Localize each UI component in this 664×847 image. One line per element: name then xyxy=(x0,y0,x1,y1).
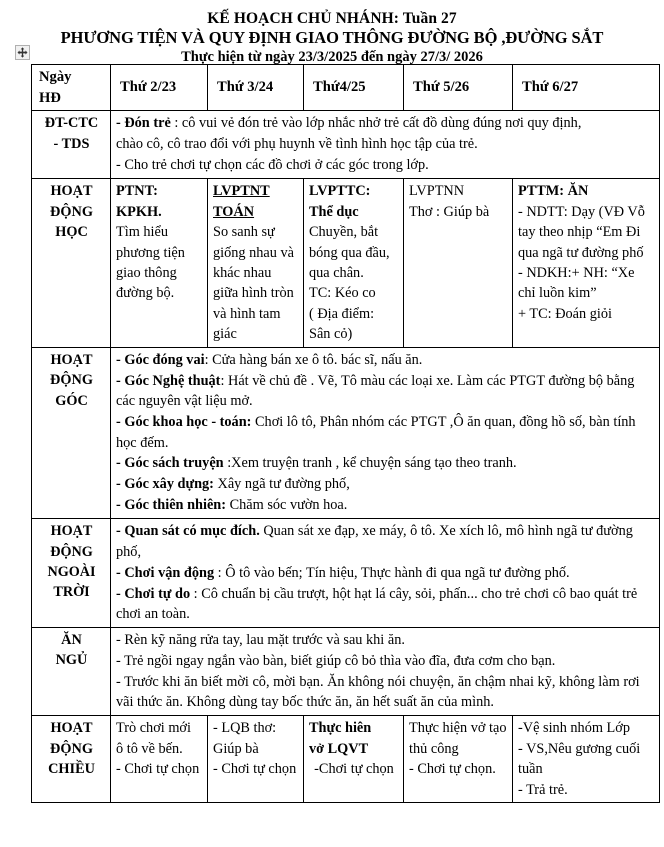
cell-body: Thơ : Giúp bà xyxy=(409,203,490,220)
page-subtitle: PHƯƠNG TIỆN VÀ QUY ĐỊNH GIAO THÔNG ĐƯỜNG BỘ ,ĐƯỜNG SẮT xyxy=(60,28,604,47)
row-label-line2: - TDS xyxy=(53,135,90,152)
row-label-line1: ĂN xyxy=(61,631,82,648)
table-row-don-tre xyxy=(32,111,660,179)
cell-chieu-thu xyxy=(404,716,513,803)
content-line: chào cô, cô trao đổi với phụ huynh về tình hình học tập của trẻ. xyxy=(116,136,478,153)
cell-body3: - Chơi tự chọn xyxy=(116,761,200,778)
row-label-line1: ĐT-CTC xyxy=(44,115,99,132)
row-label-line1: HOẠT xyxy=(50,720,93,737)
header-day-thu: Thứ 5/26 xyxy=(404,65,513,111)
header-corner-line1: Ngày xyxy=(39,69,72,85)
content-line-bold: - Góc Nghệ thuật xyxy=(116,372,221,389)
move-cross-icon xyxy=(17,47,28,58)
table-header-row xyxy=(32,65,660,111)
row-label-line1: HOẠT xyxy=(50,183,93,200)
cell-body: Chuyền, bắt bóng qua đầu, qua chân. xyxy=(309,224,390,281)
cell-heading: LVPTTC: xyxy=(309,183,371,200)
cell-body: -Chơi tự chọn xyxy=(314,761,394,778)
cell-body: Tìm hiểu phương tiện giao thông đường bộ. xyxy=(116,224,185,302)
cell-heading: Thực hiên xyxy=(309,720,372,737)
table-row-hoat-dong-ngoai-troi xyxy=(32,519,660,628)
row-label-hoat-dong-hoc xyxy=(32,179,111,348)
content-line: - Trẻ ngồi ngay ngắn vào bàn, biết giúp cô bỏ thìa vào đĩa, đưa cơm cho bạn. xyxy=(116,652,556,669)
cell-body3: ( Địa điểm: Sân cỏ) xyxy=(309,305,375,343)
cell-chieu-wed xyxy=(304,716,404,803)
cell-heading2: Thể dục xyxy=(309,203,359,220)
cell-chieu-mon xyxy=(111,716,208,803)
row-label-hoat-dong-goc xyxy=(32,347,111,519)
content-line xyxy=(116,474,655,494)
row-label-line2: ĐỘNG xyxy=(50,543,93,560)
cell-heading2: vở LQVT xyxy=(309,740,369,757)
content-line-bold: - Góc xây dựng: xyxy=(116,476,214,493)
page-daterange: Thực hiện từ ngày 23/3/2025 đến ngày 27/3/ 2026 xyxy=(181,49,483,65)
content-line: - Trước khi ăn biết mời cô, mời bạn. Ăn không nói chuyện, ăn chậm nhai kỹ, không làm rơi vãi thức ăn. Không dùng tay bốc thức ăn, ăn hết suất ăn của mình. xyxy=(116,673,640,711)
row-label-line2: NGỦ xyxy=(55,652,88,669)
content-line-text: : Cô chuẩn bị cầu trượt, hột hạt lá cây, sỏi, phấn... cho trẻ chơi cô bao quát trẻ chơi an toàn. xyxy=(116,585,638,622)
row-label-hoat-dong-chieu xyxy=(32,716,111,803)
row-label-line3: HỌC xyxy=(55,224,88,241)
cell-body2: ô tô về bến. xyxy=(116,740,183,757)
content-line-text: Quan sát xe đạp, xe máy, ô tô. Xe xích lô, mô hình ngã tư đường phố, xyxy=(116,523,633,560)
cell-body3: - Trả trẻ. xyxy=(518,781,568,798)
content-line: - Cho trẻ chơi tự chọn các đồ chơi ở các góc trong lớp. xyxy=(116,157,429,174)
cell-heading: PTTM: ĂN xyxy=(518,183,589,200)
content-line-text: :Xem truyện tranh , kể chuyện sáng tạo theo tranh. xyxy=(223,455,517,472)
row-label-line2: ĐỘNG xyxy=(50,372,93,389)
cell-body2: - VS,Nêu gương cuối tuần xyxy=(518,740,641,778)
row-content-hoat-dong-goc xyxy=(111,347,660,519)
cell-body: - NDTT: Dạy (VĐ Vỗ tay theo nhịp “Em Đi qua ngã tư đường phố xyxy=(518,203,645,261)
cell-hoc-wed xyxy=(304,179,404,348)
header-corner-line2: HĐ xyxy=(39,89,61,106)
row-content-don-tre xyxy=(111,111,660,179)
content-line-text: : Ô tô vào bến; Tín hiệu, Thực hành đi qua ngã tư đường phố. xyxy=(214,564,570,581)
table-row-hoat-dong-chieu xyxy=(32,716,660,803)
content-line-bold: - Góc đóng vai xyxy=(116,351,205,368)
content-line-bold: - Góc thiên nhiên: xyxy=(116,497,227,514)
cell-body2: - Chơi tự chọn xyxy=(213,761,297,778)
cell-hoc-thu xyxy=(404,179,513,348)
cell-chieu-fri xyxy=(513,716,660,803)
table-row-an-ngu xyxy=(32,627,660,715)
content-line xyxy=(116,453,655,473)
cell-body: Trò chơi mới xyxy=(116,720,191,737)
row-label-line1: HOẠT xyxy=(50,523,93,540)
content-line xyxy=(116,495,655,515)
content-line: - Rèn kỹ năng rửa tay, lau mặt trước và sau khi ăn. xyxy=(116,631,405,648)
cell-body: -Vệ sinh nhóm Lớp xyxy=(518,720,630,737)
cell-body: Thực hiện vở tạo thủ công xyxy=(409,720,507,757)
content-line-bold: - Quan sát có mục đích. xyxy=(116,523,260,540)
cell-body2: TC: Kéo co xyxy=(309,285,376,302)
row-label-line3: NGOÀI xyxy=(47,563,96,580)
content-line-bold: - Đón trẻ xyxy=(116,115,171,132)
row-content-an-ngu xyxy=(111,627,660,715)
cell-hoc-tue xyxy=(208,179,304,348)
page-title: KẾ HOẠCH CHỦ NHÁNH: Tuần 27 xyxy=(207,10,457,27)
content-line xyxy=(116,521,655,562)
content-line xyxy=(116,113,655,133)
row-label-dt-ctc xyxy=(32,111,111,179)
row-label-line2: ĐỘNG xyxy=(50,740,93,757)
content-line-bold: - Chơi vận động xyxy=(116,564,215,581)
content-line xyxy=(116,584,655,625)
header-corner-cell xyxy=(32,65,111,111)
cell-hoc-mon xyxy=(111,179,208,348)
cell-chieu-tue xyxy=(208,716,304,803)
cell-body: So sanh sự giống nhau và khác nhau giữa hình tròn và hình tam giác xyxy=(213,224,294,343)
row-label-line3: GÓC xyxy=(55,392,88,409)
table-move-handle[interactable] xyxy=(15,45,30,60)
content-line-bold: - Góc khoa học - toán: xyxy=(116,414,252,431)
cell-heading2: TOÁN xyxy=(213,203,255,220)
content-line-text: Chơi lô tô, Phân nhóm các PTGT ,Ô ăn quan, đồng hồ số, bàn tính học đếm. xyxy=(116,414,636,451)
cell-body3: + TC: Đoán giỏi xyxy=(518,305,612,322)
row-label-hoat-dong-ngoai-troi xyxy=(32,519,111,628)
content-line-text: : Hát về chủ đề . Vẽ, Tô màu các loại xe. Làm các PTGT đường bộ bằng các nguyên vật liệu mở. xyxy=(116,372,635,410)
content-line xyxy=(116,563,655,583)
row-label-line4: TRỜI xyxy=(53,584,90,601)
cell-hoc-fri xyxy=(513,179,660,348)
cell-heading: LVPTNT xyxy=(213,183,270,200)
cell-body2: - Chơi tự chọn. xyxy=(409,761,496,778)
row-label-line3: CHIỀU xyxy=(48,761,95,778)
content-line-text: Chăm sóc vườn hoa. xyxy=(226,497,348,514)
content-line xyxy=(116,350,655,370)
cell-body: - LQB thơ: Giúp bà xyxy=(213,720,277,757)
cell-heading: LVPTNN xyxy=(409,183,465,200)
header-day-tue: Thứ 3/24 xyxy=(208,65,304,111)
row-label-line2: ĐỘNG xyxy=(50,203,93,220)
cell-body2: - NDKH:+ NH: “Xe chỉ luồn kim” xyxy=(518,265,635,302)
header-day-mon: Thứ 2/23 xyxy=(111,65,208,111)
content-line-text: : Cửa hàng bán xe ô tô. bác sĩ, nấu ăn. xyxy=(204,351,423,368)
table-row-hoat-dong-hoc xyxy=(32,179,660,348)
header-day-fri: Thứ 6/27 xyxy=(513,65,660,111)
content-line xyxy=(116,371,655,412)
row-label-an-ngu xyxy=(32,627,111,715)
content-line-text: Xây ngã tư đường phố, xyxy=(213,476,350,493)
header-day-wed: Thứ4/25 xyxy=(304,65,404,111)
row-label-line1: HOẠT xyxy=(50,351,93,368)
row-content-hoat-dong-ngoai-troi xyxy=(111,519,660,628)
content-line-bold: - Góc sách truyện xyxy=(116,455,224,472)
document-header xyxy=(0,0,664,67)
content-line-bold: - Chơi tự do xyxy=(116,585,191,602)
cell-heading: PTNT: xyxy=(116,183,158,200)
content-line xyxy=(116,412,655,453)
cell-heading2: KPKH. xyxy=(116,203,162,220)
table-row-hoat-dong-goc xyxy=(32,347,660,519)
content-line-text: : cô vui vẻ đón trẻ vào lớp nhắc nhở trẻ cất đồ dùng đúng nơi quy định, xyxy=(170,115,582,132)
weekly-plan-table xyxy=(31,64,660,803)
